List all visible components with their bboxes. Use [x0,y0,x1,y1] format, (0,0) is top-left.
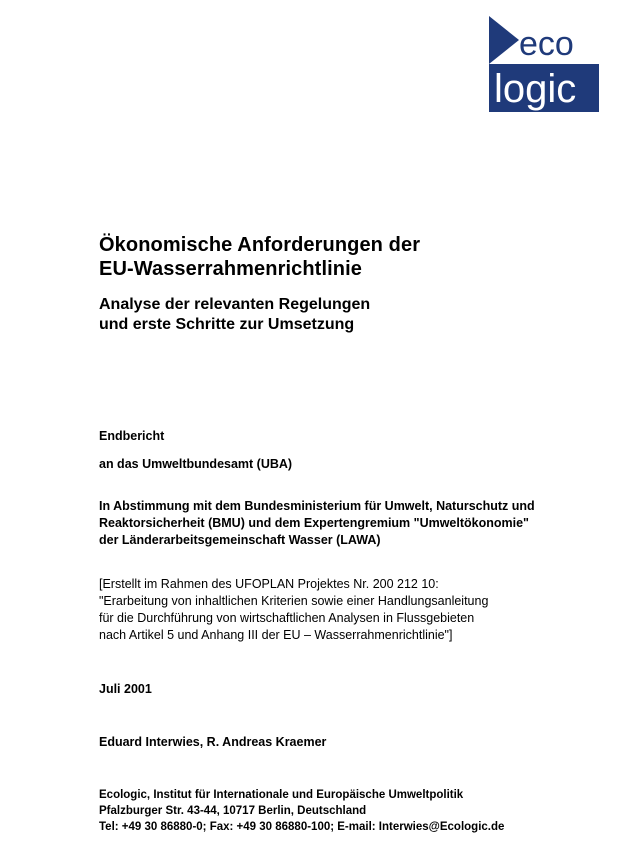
document-title [99,233,612,281]
coordination-line-1: In Abstimmung mit dem Bundesministerium für Umwelt, Naturschutz und [99,499,535,513]
document-subtitle [99,295,612,335]
coordination-line-3: der Länderarbeitsgemeinschaft Wasser (LAWA) [99,533,381,547]
institute-contact: Tel: +49 30 86880-0; Fax: +49 30 86880-100; E-mail: Interwies@Ecologic.de [99,821,505,833]
title-line-1: Ökonomische Anforderungen der [99,234,421,256]
title-line-2: EU-Wasserrahmenrichtlinie [99,258,362,280]
subtitle-line-1: Analyse der relevanten Regelungen [99,296,371,313]
institute-name: Ecologic, Institut für Internationale und Europäische Umweltpolitik [99,789,464,801]
report-date: Juli 2001 [99,682,152,696]
logo-text-eco: eco [519,25,574,63]
report-type: Endbericht [99,429,165,443]
project-note [99,576,612,644]
ecologic-logo [489,16,599,112]
project-line-3: für die Durchführung von wirtschaftlichen Analysen in Flussgebieten [99,611,475,625]
institute-address: Pfalzburger Str. 43-44, 10717 Berlin, Deutschland [99,805,367,817]
project-line-1: [Erstellt im Rahmen des UFOPLAN Projektes Nr. 200 212 10: [99,577,439,591]
institute-info [99,787,612,835]
project-line-4: nach Artikel 5 und Anhang III der EU – Wasserrahmenrichtlinie"] [99,628,453,642]
logo-arrow-shape [489,16,519,64]
coordination-note [99,498,612,549]
logo-text-logic: logic [494,67,577,111]
report-authors: Eduard Interwies, R. Andreas Kraemer [99,735,327,749]
coordination-line-2: Reaktorsicherheit (BMU) und dem Expertengremium "Umweltökonomie" [99,516,529,530]
project-line-2: "Erarbeitung von inhaltlichen Kriterien sowie einer Handlungsanleitung [99,594,489,608]
subtitle-line-2: und erste Schritte zur Umsetzung [99,316,355,333]
report-recipient: an das Umweltbundesamt (UBA) [99,457,293,471]
